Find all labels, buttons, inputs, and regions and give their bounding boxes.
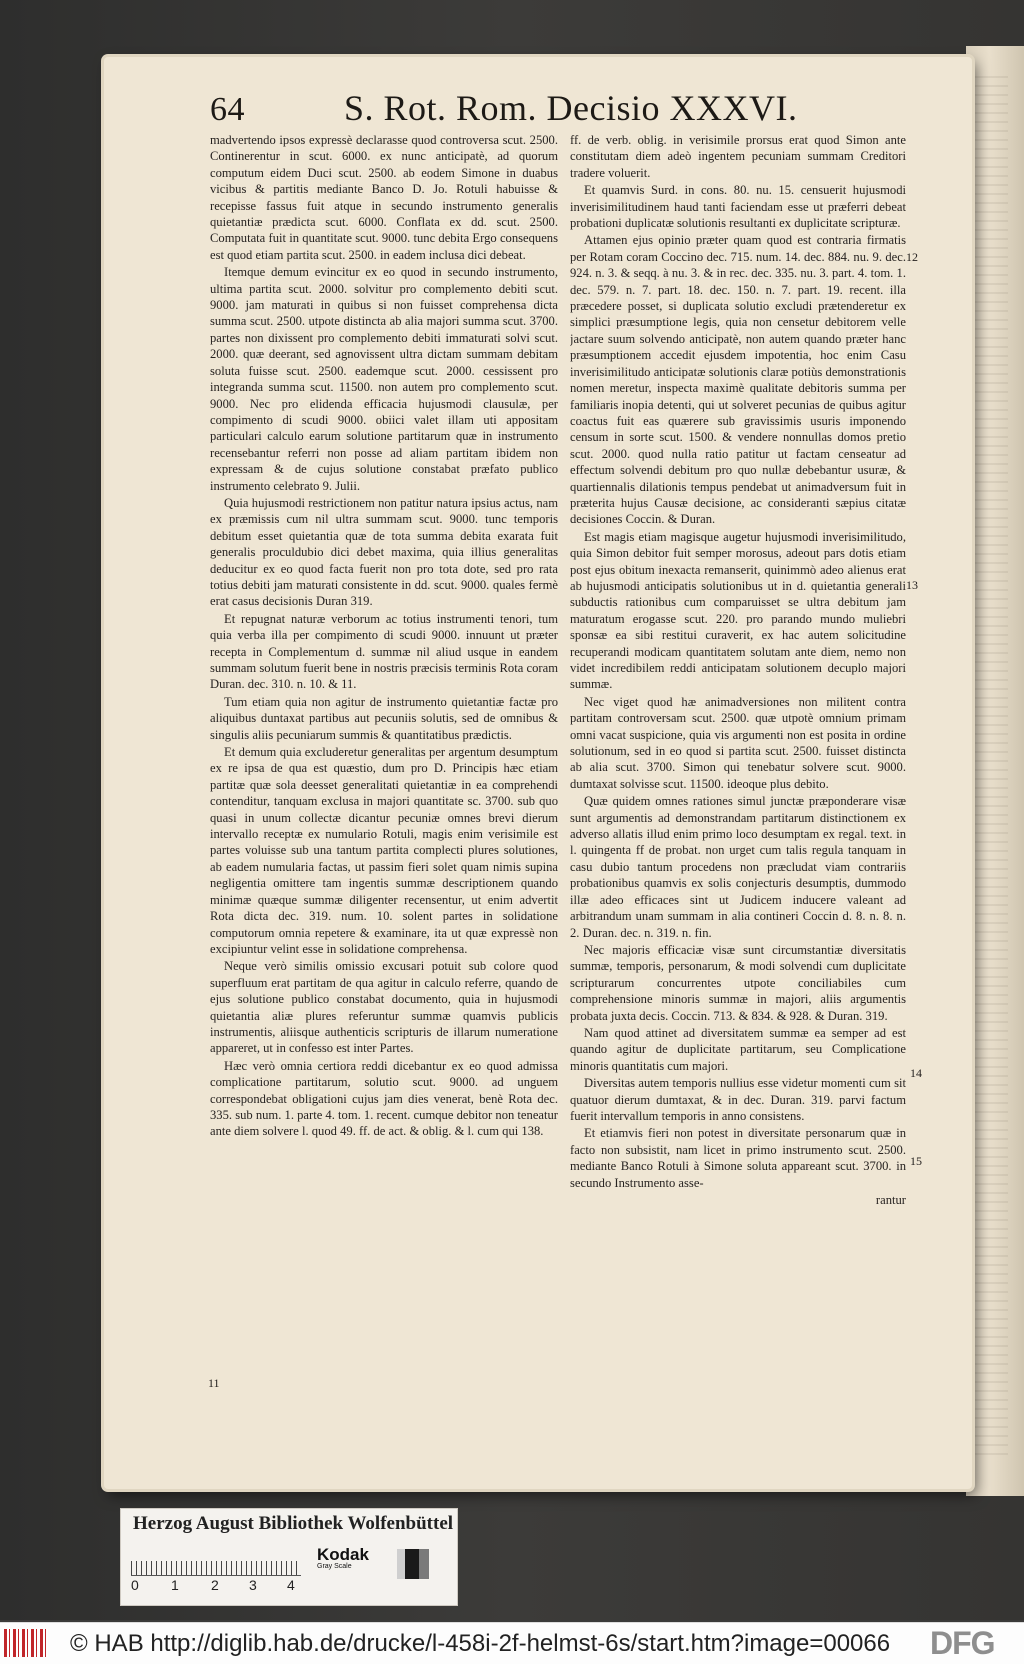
margin-number: 13 [906,578,918,592]
paragraph: Diversitas autem temporis nullius esse videtur momenti cum sit quatuor dierum dumtaxat, & in dec. Duran. 319. parvi factum fuerit intervallum temporis in anno consistens. [570,1076,906,1123]
paragraph: Nec viget quod hæ animadversiones non militent contra partitam controversam scut. 2500. quæ utpotè omnium primam omni vacat suspicione, quia vis argumenti non est posita in ordine solutionum, sed in eo quod si partita scut. 2500. fuisset distincta ab alia scut. 3700. Simon qui tenebatur solvere scut. 9000. dumtaxat solvisse scut. 11500. ideoque plus debito. [570,694,906,791]
library-color-card [120,1508,458,1606]
catchword: rantur [875,1193,906,1207]
kodak-subtitle: Gray Scale [317,1563,352,1570]
paragraph: ff. de verb. oblig. in verisimile prorsus erat quod Simon ante constitutam diem adeò ingentem pecuniam summam Creditori tradere voluerit. [570,133,906,180]
paragraph: Et demum quia excluderetur generalitas per argentum desumptum ex re ipsa de qua est quæstio, dum pro D. Principis hæc etiam partitæ quæ sola deesset generalitati quietantiæ in ea comprehendi contenditur, tanquam exclusa in majori quantitate sc. 3700. sub quo quasi in unum collectæ dicantur pecuniæ omnes brevi dierum intervallo receptæ ex numulario Rotuli, magis enim verisimile est partes voluisse sub una tantum partita complecti plures solutiones, ab eadem numularia factas, ut passim fieri solet quam nimis supina negligentia omittere tam ingentis summæ descriptionem quando minimæ quæque summæ diligenter recensentur, ut enim advertit Rota dicta dec. 319. num. 10. solent partes in solidatione computorum omnia repetere & examinare, ita ut quæ expressè non excipiuntur velint esse in solidatione comprehensa. [210,745,558,956]
library-name: Herzog August Bibliothek Wolfenbüttel [133,1513,454,1534]
paragraph: Nam quod attinet ad diversitatem summæ ea semper ad est quando agitur de duplicitate partitarum, seu Complicatione minoris quantitatis cum majori. [570,1025,906,1073]
left-text-column [210,132,558,1402]
scale-ruler [131,1545,301,1576]
right-text-column [570,132,906,1432]
margin-number: 12 [906,250,918,264]
page-header [210,87,810,133]
page-number: 64 [210,91,245,128]
scale-tick-label: 2 [211,1577,219,1593]
gray-scale-patch [397,1549,429,1579]
paragraph: Est magis etiam magisque augetur hujusmodi inverisimilitudo, quia Simon debitor fuit semper morosus, adeout pars dotis etiam post ejus obitum inexacta remanserit, quinimmò adeo alienus erat ab hujusmodi anticipatis solutionibus ut in d. quietantia generali subductis rationibus cum comparuisset se ultra debitum jam maturatum erogasse scut. 220. pro parando mundo muliebri sponsæ ea sibi restitui curaverit, ex hac autem solicitudine recuperandi modicam quantitatem solutam ante diem, nemo non videt incredibilem reddi anticipatam solutionem decuplo majori summæ. [570,529,906,692]
barcode-icon [4,1629,48,1657]
margin-number: 15 [910,1154,922,1168]
viewer-footer [0,1622,1024,1664]
paragraph: Hæc verò omnia certiora reddi dicebantur ex eo quod admissa complicatione partitarum, solutio scut. 9000. ad unguem correspondebat obligationi cujus jam dies venerat, benè Rota dec. 335. sub num. 1. parte 4. tom. 1. recent. cumque debitor non teneatur ante diem solvere l. quod 49. ff. de act. & oblig. & l. cum qui 138. [210,1058,558,1139]
paragraph: madvertendo ipsos expressè declarasse quod controversa scut. 2500. Continerentur in scut. 6000. ex nunc anticipatè, ad quorum computum eidem Duci scut. 2500. ab eodem Simone in duabus vicibus & partitis mediante Banco D. Jo. Rotuli habuisse & recepisse fassus fuit atque in secundo instrumento generalis quietantiæ prædicta scut. 6000. Conflata ex dd. scut. 2500. Computata fuit in quantitate scut. 9000. tunc debita Ergo consequens est quod etiam partita scut. 2500. in eadem inclusa dici debeat. [210,133,558,262]
paragraph: Itemque demum evincitur ex eo quod in secundo instrumento, ultima partita scut. 2000. solvitur pro complemento debiti scut. 9000. jam maturati in quibus si non fuisset comprehensa dicta summa scut. 2500. utpote distincta ab alia majori summa scut. 3700. partes non dixissent pro complemento debiti immaturati solvi scut. 2000. quæ deerant, sed agnovissent ultra dictam summam debitam soluta fuisse scut. 2500. eademque scut. 2000. cessissent pro integranda summa scut. 11500. non autem pro complemento scut. 9000. Nec pro elidenda efficacia hujusmodi clausulæ, per compimento di scudi 9000. obiici valet illam uti appositam particulari calculo earum solutione partitarum quæ in instrumento recensebantur referri non posse ad aliam partitam ibidem non expressam & de cujus solutione constabat præfato publico instrumento celebrato 9. Julii. [210,265,558,493]
paragraph: Tum etiam quia non agitur de instrumento quietantiæ factæ pro aliquibus duntaxat partibus aut pecuniis solutis, sed de omnibus & singulis aliis pecuniarum summis & quantitatibus prædictis. [210,694,558,742]
paragraph: Et etiamvis fieri non potest in diversitate personarum quæ in facto non subsistit, nam licet in primo instrumento scut. 2500. mediante Banco Rotuli à Simone soluta appareant scut. 3700. in secundo Instrumento asse- [570,1126,906,1190]
source-url[interactable]: © HAB http://diglib.hab.de/drucke/l-458i-2f-helmst-6s/start.htm?image=00066 [70,1630,891,1657]
scale-tick-label: 0 [131,1577,139,1593]
margin-number: 11 [208,1376,220,1390]
scale-tick-label: 4 [287,1577,295,1593]
kodak-logo [317,1545,387,1570]
margin-number: 14 [910,1066,922,1080]
paragraph: Et quamvis Surd. in cons. 80. nu. 15. censuerit hujusmodi inverisimilitudinem haud tanti faciendam esse ut præferri debeat probationi duplicatæ solutionis resultanti ex duplicitate scripturæ. [570,183,906,231]
running-title: S. Rot. Rom. Decisio XXXVI. [344,88,798,128]
paragraph: Attamen ejus opinio præter quam quod est contraria firmatis per Rotam coram Coccino dec. 715. num. 14. dec. 884. nu. 9. dec. 924. n. 3. & seqq. à nu. 3. & in rec. dec. 335. nu. 3. part. 4. tom. 1. dec. 579. n. 7. part. 18. dec. 150. n. 7. part. 19. recent. illa præcedere posset, si duplicata solutio excludi prætenderetur ex simplici præsumptione legis, quia non censetur debitorem velle jactare suum solvendo anticipatè, non autem quando præter hanc præsumptionem accedit ejusdem impotentia, hoc enim Casu inverisimilitudo anticipatæ solutionis claræ potiùs demonstrationis nomen meretur, inspecta maximè qualitate debitoris summa per familiaris inopia detenti, qui ut solveret pecunias de quibus agitur coactus fuit eas quærere sub gravissimis usuris imponendo censum in sorte scut. 1500. & vendere nonnullas domos pretio scut. 2000. quod nulla ratio patitur ut factam censeatur ad effectum solvendi debitum pro quo nullæ debebantur usuræ, & quartiennalis dilationis tempus pendebat ut animadversum fuit in præterita hujus Causæ decisione, ac consideranti sæpius citatæ decisiones Coccin. & Duran. [570,233,906,527]
paragraph: Neque verò similis omissio excusari potuit sub colore quod superfluum erat partitam de qua agitur in calculo referre, quando de ejus solutione publico constabat documento, quia in hujusmodi quietantia aliæ plures referuntur summæ quamvis publicis instrumentis, aliisque authenticis scripturis de illarum numeratione appareret, ut in confesso est inter Partes. [210,959,558,1056]
scale-tick-label: 1 [171,1577,179,1593]
paragraph: Quæ quidem omnes rationes simul junctæ præponderare visæ sunt argumentis ad demonstrandam partitarum distinctionem ex adverso allatis illud enim primo loco desumptam ex regal. text. in l. quingenta ff de probat. non urget cum talis regula tanquam in casu dubio tantum procedens non præcludat viam contrariis probationibus quamvis ex solis conjecturis desumptis, dummodo illæ adeo efficaces sint ut Judicem inducere valeant ad arbitrandum unam summam in alia contineri Coccin d. 8. n. 8. n. 2. Duran. dec. n. 319. n. fin. [570,794,906,940]
scale-tick-label: 3 [249,1577,257,1593]
dfg-logo: DFG [930,1625,995,1661]
paragraph: Nec majoris efficaciæ visæ sunt circumstantiæ diversitatis summæ, temporis, personarum, & modi solvendi cum duplicitate scripturarum concurrentes utpote conciliabiles cum comprehensione minoris summæ in majori, aliis argumentis probata juxta decis. Coccin. 713. & 834. & 928. & Duran. 319. [570,942,906,1023]
kodak-brand: Kodak [317,1545,369,1564]
adjacent-page-edge [966,46,1024,1496]
paragraph: Quia hujusmodi restrictionem non patitur natura ipsius actus, nam ex præmissis cum nil ultra summam scut. 9000. tunc temporis debitum esset quietantia quæ de tota summa debita exarata fuit generalis proculdubio dici debet maxima, quia illius generalitas deducitur ex eo quod facta fuerit non pro tota dote, sed pro rata totius debiti jam maturati consistente in dd. scut. 9000. quales fermè erat casus decisionis Duran 319. [210,495,558,609]
paragraph: Et repugnat naturæ verborum ac totius instrumenti tenori, tum quia verba illa per compimento di scudi 9000. innuunt ut præter recepta in Complementum d. summæ nil aliud usque in eandem summam solutum fuerit bene in nostris præcisis terminis Rota coram Duran. dec. 310. n. 10. & 11. [210,611,558,692]
